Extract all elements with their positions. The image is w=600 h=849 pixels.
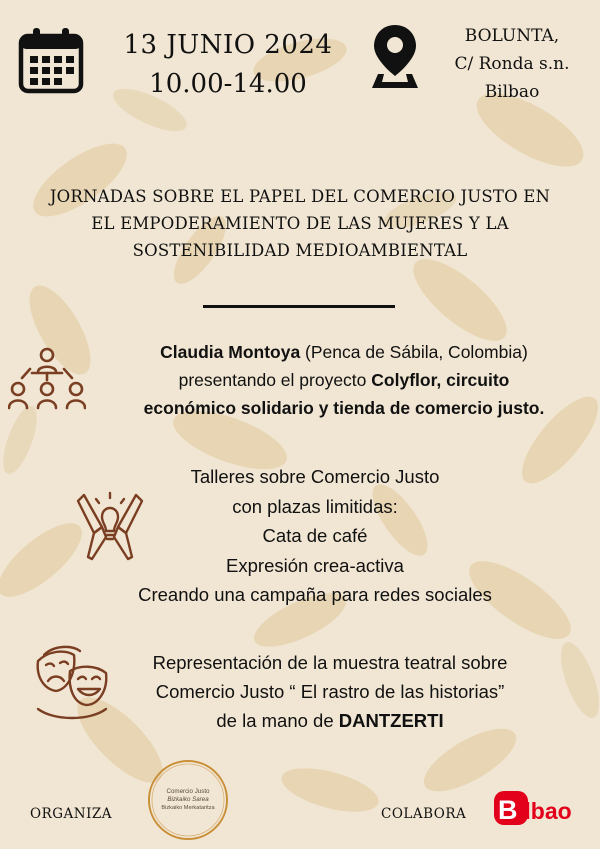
organiza-label: ORGANIZA — [30, 806, 113, 822]
speaker-name: Claudia Montoya — [160, 342, 301, 362]
venue-line: BOLUNTA, — [464, 26, 560, 46]
theatre-line: Representación de la muestra teatral sobre — [152, 652, 508, 673]
theatre-line: Comercio Justo “ El rastro de las historias” — [155, 681, 505, 702]
workshops-intro: Talleres sobre Comercio Justo — [190, 466, 440, 487]
speaker-text-bold: económico solidario y tienda de comercio justo. — [143, 398, 545, 418]
people-meeting-icon — [8, 346, 86, 412]
event-date-time — [108, 26, 348, 104]
event-time: 10.00-14.00 — [149, 69, 307, 99]
theatre-info — [110, 648, 550, 735]
org-logo-line: Comercio Justo — [166, 788, 210, 795]
svg-text:B: B — [498, 795, 517, 825]
company-name: DANTZERTI — [338, 710, 444, 731]
speaker-line — [90, 366, 598, 394]
workshop-item: Creando una campaña para redes sociales — [138, 584, 492, 605]
speaker-description — [90, 338, 598, 422]
speaker-line — [90, 394, 598, 422]
theatre-line — [110, 706, 550, 735]
theatre-masks-icon — [34, 643, 110, 723]
title-line: EL EMPODERAMIENTO DE LAS MUJERES Y LA — [91, 214, 509, 233]
svg-text:Bizkaiko Merkataritza — [161, 805, 215, 811]
colabora-label: COLABORA — [381, 806, 467, 822]
event-date: 13 JUNIO 2024 — [123, 30, 333, 60]
speaker-text: presentando el proyecto — [178, 370, 372, 390]
workshops-info — [100, 462, 530, 610]
workshop-item: Expresión crea-activa — [226, 554, 404, 576]
speaker-line — [90, 338, 598, 366]
divider — [203, 305, 395, 308]
workshops-intro: con plazas limitidas: — [232, 495, 398, 517]
theatre-text: de la mano de — [216, 710, 339, 731]
title-line: JORNADAS SOBRE EL PAPEL DEL COMERCIO JUSTO EN — [49, 187, 551, 206]
svg-text:Bizkaiko Sarea — [167, 796, 209, 803]
venue-line: C/ Ronda s.n. — [454, 54, 570, 74]
location-pin-icon — [370, 22, 420, 90]
calendar-icon — [18, 26, 84, 94]
speaker-affiliation: (Penca de Sábila, Colombia) — [300, 342, 528, 362]
org-logo-line: Bizkaiko Merkataritza — [161, 805, 215, 811]
speaker-text-bold: , circuito — [436, 370, 510, 390]
comercio-justo-logo — [146, 758, 230, 842]
event-title — [20, 183, 580, 264]
title-line: SOSTENIBILIDAD MEDIOAMBIENTAL — [132, 241, 468, 260]
event-venue — [432, 22, 592, 106]
svg-text:Comercio Justo — [167, 788, 211, 795]
org-logo-line: Bizkaiko Sarea — [167, 796, 209, 803]
svg-text:ilbao: ilbao — [518, 798, 572, 824]
workshop-item: Cata de café — [262, 525, 368, 546]
venue-line: Bilbao — [484, 82, 540, 102]
project-name: Colyflor — [371, 370, 437, 390]
bilbao-logo — [494, 788, 588, 828]
